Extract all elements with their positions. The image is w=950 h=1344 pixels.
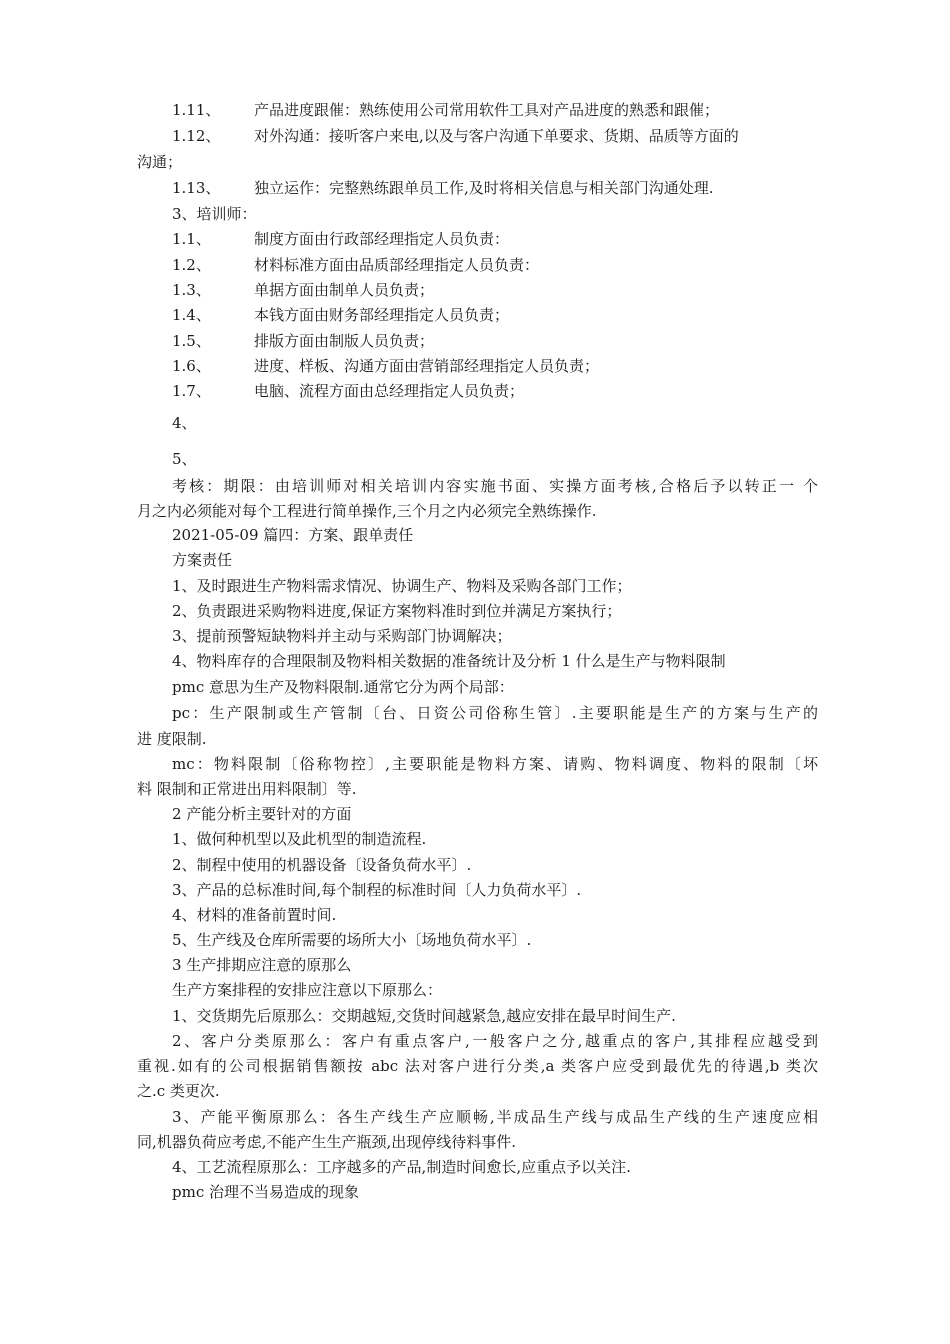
item-number: 1.1、	[172, 230, 211, 248]
subsection-title: pmc 治理不当易造成的现象	[172, 1183, 359, 1201]
list-item	[172, 178, 714, 198]
paragraph-line: 4、材料的准备前置时间.	[172, 906, 337, 924]
paragraph-line: 重视.如有的公司根据销售额按 abc 法对客户进行分类,a 类客户应受到最优先的待遇,b 类次	[137, 1057, 818, 1075]
list-item	[172, 356, 599, 376]
paragraph-line: 同,机器负荷应考虑,不能产生生产瓶颈,出现停线待料事件.	[137, 1133, 517, 1151]
paragraph-line: 3、提前预警短缺物料并主动与采购部门协调解决；	[172, 627, 512, 645]
item-text: 产品进度跟催：熟练使用公司常用软件工具对产品进度的熟悉和跟催；	[254, 101, 720, 119]
paragraph-line: mc：物料限制〔俗称物控〕,主要职能是物料方案、请购、物料调度、物料的限制〔坏	[172, 755, 818, 773]
paragraph-line: 5、生产线及仓库所需要的场所大小〔场地负荷水平〕.	[172, 931, 532, 949]
item-text: 本钱方面由财务部经理指定人员负责；	[254, 306, 510, 324]
paragraph-line: 3、产品的总标准时间,每个制程的标准时间〔人力负荷水平〕.	[172, 881, 582, 899]
paragraph-line: 4、工艺流程原那么：工序越多的产品,制造时间愈长,应重点予以关注.	[172, 1158, 631, 1176]
paragraph-line: 1、及时跟进生产物料需求情况、协调生产、物料及采购各部门工作；	[172, 577, 632, 595]
item-number: 1.7、	[172, 382, 211, 400]
paragraph-line: pmc 意思为生产及物料限制.通常它分为两个局部：	[172, 678, 514, 696]
item-text: 电脑、流程方面由总经理指定人员负责；	[254, 382, 525, 400]
paragraph-line: 沟通；	[137, 153, 183, 171]
item-number: 1.12、	[172, 127, 221, 145]
paragraph-line: 2、客户分类原那么：客户有重点客户,一般客户之分,越重点的客户,其排程应越受到	[172, 1032, 818, 1050]
item-number: 1.6、	[172, 357, 211, 375]
subsection-title: 2 产能分析主要针对的方面	[172, 805, 352, 823]
list-item	[172, 381, 524, 401]
item-number: 1.13、	[172, 179, 221, 197]
list-number-empty: 5、	[172, 450, 197, 468]
section-heading: 2021-05-09 篇四：方案、跟单责任	[172, 526, 414, 544]
item-text: 排版方面由制版人员负责；	[254, 332, 435, 350]
paragraph-line: 考核：期限：由培训师对相关培训内容实施书面、实操方面考核,合格后予以转正一 个	[172, 477, 818, 495]
paragraph-line: 月之内必须能对每个工程进行简单操作,三个月之内必须完全熟练操作.	[137, 502, 597, 520]
list-item	[172, 126, 739, 146]
subsection-title: 方案责任	[172, 551, 233, 569]
paragraph-line: 生产方案排程的安排应注意以下原那么：	[172, 981, 443, 999]
item-text: 单据方面由制单人员负责；	[254, 281, 435, 299]
paragraph-line: 进 度限制.	[137, 730, 207, 748]
list-item	[172, 100, 719, 120]
list-item	[172, 305, 509, 325]
subsection-title: 3 生产排期应注意的原那么	[172, 956, 352, 974]
item-number: 1.11、	[172, 101, 221, 119]
paragraph-line: 4、物料库存的合理限制及物料相关数据的准备统计及分析 1 什么是生产与物料限制	[172, 652, 726, 670]
list-item	[172, 280, 434, 300]
section-heading: 3、培训师：	[172, 205, 257, 223]
item-number: 1.2、	[172, 256, 211, 274]
list-item	[172, 255, 539, 275]
item-number: 1.4、	[172, 306, 211, 324]
item-text: 材料标准方面由品质部经理指定人员负责：	[254, 256, 540, 274]
list-item	[172, 229, 509, 249]
paragraph-line: 之.c 类更次.	[137, 1082, 220, 1100]
item-number: 1.3、	[172, 281, 211, 299]
paragraph-line: 料 限制和正常进出用料限制〕等.	[137, 780, 357, 798]
paragraph-line: 1、做何种机型以及此机型的制造流程.	[172, 830, 427, 848]
list-number-empty: 4、	[172, 414, 197, 432]
item-number: 1.5、	[172, 332, 211, 350]
item-text: 独立运作：完整熟练跟单员工作,及时将相关信息与相关部门沟通处理.	[254, 179, 714, 197]
paragraph-line: pc：生产限制或生产管制〔台、日资公司俗称生管〕.主要职能是生产的方案与生产的	[172, 704, 818, 722]
item-text: 进度、样板、沟通方面由营销部经理指定人员负责；	[254, 357, 600, 375]
paragraph-line: 1、交货期先后原那么：交期越短,交货时间越紧急,越应安排在最早时间生产.	[172, 1007, 676, 1025]
paragraph-line: 2、制程中使用的机器设备〔设备负荷水平〕.	[172, 856, 472, 874]
paragraph-line: 2、负责跟进采购物料进度,保证方案物料准时到位并满足方案执行；	[172, 602, 622, 620]
item-text: 对外沟通：接听客户来电,以及与客户沟通下单要求、货期、品质等方面的	[254, 127, 739, 145]
paragraph-line: 3、产能平衡原那么：各生产线生产应顺畅,半成品生产线与成品生产线的生产速度应相	[172, 1108, 818, 1126]
list-item	[172, 331, 434, 351]
item-text: 制度方面由行政部经理指定人员负责：	[254, 230, 510, 248]
